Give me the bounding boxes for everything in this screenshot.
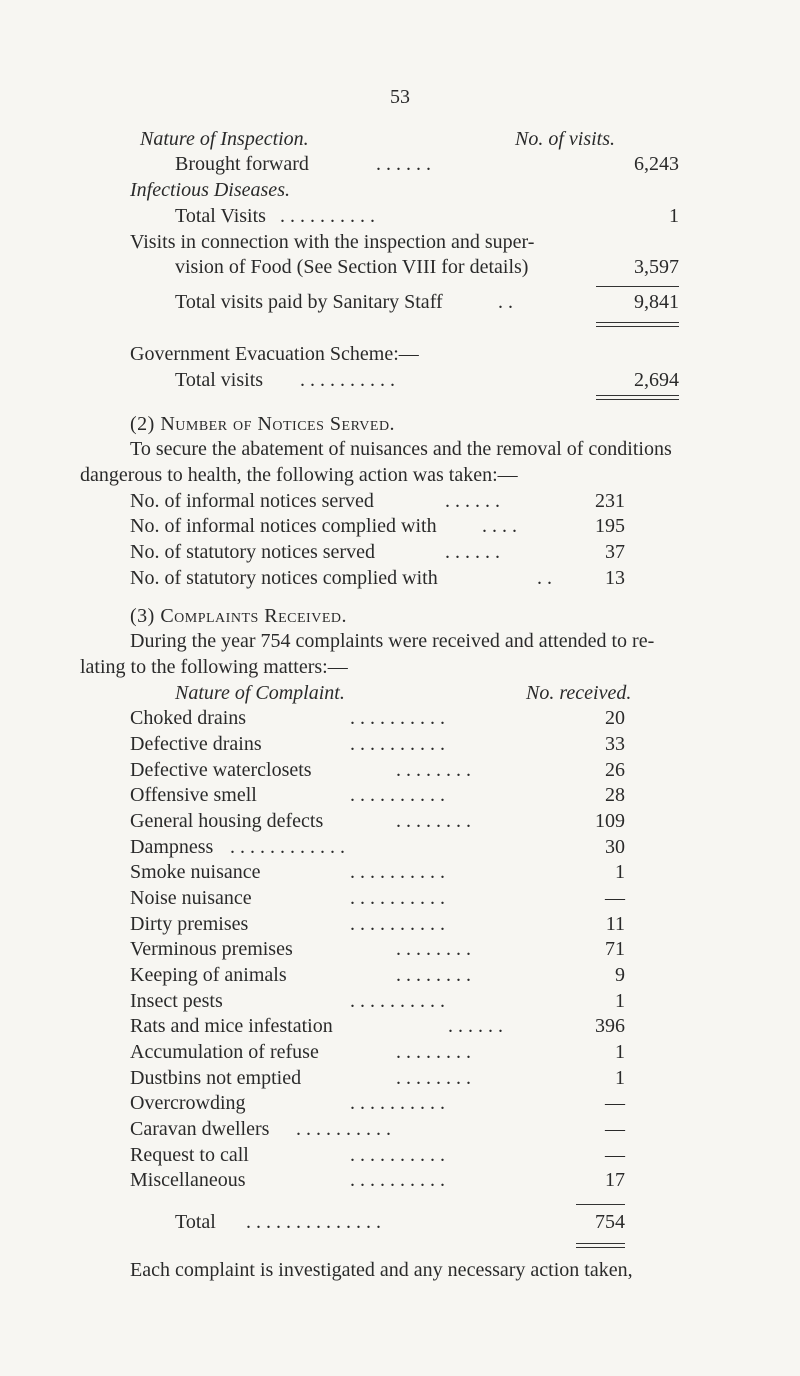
complaint-row-leader: . . . . . . . . . . xyxy=(296,1118,391,1140)
complaint-row-value: 26 xyxy=(605,759,625,781)
notice-row-leader: . . . . . . xyxy=(445,490,500,512)
complaint-row-label: Noise nuisance xyxy=(130,887,252,909)
complaints-intro-line-1: During the year 754 complaints were received and attended to re- xyxy=(130,630,655,652)
column-header-complaint: Nature of Complaint. xyxy=(175,682,345,704)
subtotal-rule xyxy=(596,286,679,287)
complaint-row-value: — xyxy=(605,1092,625,1114)
complaint-row-leader: . . . . . . . . . . xyxy=(350,1169,445,1191)
complaint-row-label: Choked drains xyxy=(130,707,247,729)
total-double-rule xyxy=(596,322,679,327)
complaint-row-label: Verminous premises xyxy=(130,938,293,960)
notices-heading: (2) Number of Notices Served. xyxy=(130,413,396,435)
notice-row-leader: . . xyxy=(537,567,552,589)
total-visits-label: Total Visits xyxy=(175,205,266,227)
complaint-row-label: Insect pests xyxy=(130,990,223,1012)
notice-row-label: No. of informal notices served xyxy=(130,490,374,512)
complaint-row-label: Dustbins not emptied xyxy=(130,1067,302,1089)
sanitary-staff-total-leader: . . xyxy=(498,291,513,313)
complaints-intro-line-2: lating to the following matters:— xyxy=(80,656,348,678)
complaint-row-leader: . . . . . . . . . . xyxy=(350,733,445,755)
notice-row-value: 231 xyxy=(595,490,625,512)
complaint-row-leader: . . . . . . . . xyxy=(396,964,471,986)
complaint-row-leader: . . . . . . . . xyxy=(396,938,471,960)
complaint-row-label: Defective waterclosets xyxy=(130,759,312,781)
evacuation-double-rule xyxy=(596,395,679,400)
notice-row-label: No. of informal notices complied with xyxy=(130,515,437,537)
complaint-row-label: Overcrowding xyxy=(130,1092,246,1114)
complaints-total-double-rule xyxy=(576,1243,625,1248)
complaint-row-value: 9 xyxy=(615,964,625,986)
complaint-row-value: 11 xyxy=(605,913,625,935)
complaint-row-leader: . . . . . . . . . . xyxy=(350,707,445,729)
complaints-total-leader: . . . . . . . . . . . . . . xyxy=(246,1211,381,1233)
notice-row-value: 13 xyxy=(605,567,625,589)
brought-forward-label: Brought forward xyxy=(175,153,309,175)
complaint-row-leader: . . . . . . . . . . xyxy=(350,1144,445,1166)
complaint-row-value: 33 xyxy=(605,733,625,755)
complaint-row-value: 396 xyxy=(595,1015,625,1037)
complaints-total-value: 754 xyxy=(595,1211,625,1233)
complaint-row-label: General housing defects xyxy=(130,810,324,832)
complaints-heading: (3) Complaints Received. xyxy=(130,605,347,627)
notice-row-value: 195 xyxy=(595,515,625,537)
brought-forward-leader: . . . . . . xyxy=(376,153,431,175)
column-header-received: No. received. xyxy=(526,682,632,704)
notice-row-leader: . . . . xyxy=(482,515,517,537)
complaint-row-value: 1 xyxy=(615,990,625,1012)
sanitary-staff-total-value: 9,841 xyxy=(634,291,679,313)
complaint-row-value: 20 xyxy=(605,707,625,729)
complaint-row-label: Caravan dwellers xyxy=(130,1118,270,1140)
notices-intro-line-2: dangerous to health, the following action was taken:— xyxy=(80,464,518,486)
food-visits-line-2: vision of Food (See Section VIII for details) xyxy=(175,256,529,278)
notice-row-leader: . . . . . . xyxy=(445,541,500,563)
complaint-row-label: Rats and mice infestation xyxy=(130,1015,333,1037)
notice-row-label: No. of statutory notices served xyxy=(130,541,375,563)
complaint-row-leader: . . . . . . . . . . xyxy=(350,887,445,909)
complaint-row-leader: . . . . . . . . . . xyxy=(350,861,445,883)
food-visits-line-1: Visits in connection with the inspection and super- xyxy=(130,231,535,253)
complaint-row-label: Offensive smell xyxy=(130,784,257,806)
complaint-row-value: 1 xyxy=(615,1041,625,1063)
sanitary-staff-total-label: Total visits paid by Sanitary Staff xyxy=(175,291,443,313)
complaint-row-leader: . . . . . . . . . . xyxy=(350,990,445,1012)
complaint-row-label: Accumulation of refuse xyxy=(130,1041,319,1063)
complaint-row-value: 28 xyxy=(605,784,625,806)
evacuation-total-label: Total visits xyxy=(175,369,264,391)
complaint-row-label: Smoke nuisance xyxy=(130,861,261,883)
evacuation-total-leader: . . . . . . . . . . xyxy=(300,369,395,391)
complaint-row-leader: . . . . . . . . xyxy=(396,1041,471,1063)
page-number: 53 xyxy=(390,86,410,108)
complaint-row-value: — xyxy=(605,887,625,909)
complaint-row-value: 1 xyxy=(615,1067,625,1089)
complaint-row-value: 17 xyxy=(605,1169,625,1191)
complaint-row-label: Request to call xyxy=(130,1144,249,1166)
complaints-total-label: Total xyxy=(175,1211,216,1233)
complaints-subtotal-rule xyxy=(576,1204,625,1205)
infectious-diseases-heading: Infectious Diseases. xyxy=(130,179,290,201)
complaint-row-leader: . . . . . . . . xyxy=(396,759,471,781)
complaint-row-value: 109 xyxy=(595,810,625,832)
complaint-row-label: Dirty premises xyxy=(130,913,249,935)
complaint-row-value: — xyxy=(605,1144,625,1166)
complaint-row-leader: . . . . . . . . . . . . xyxy=(230,836,345,858)
complaint-row-value: 30 xyxy=(605,836,625,858)
notices-intro-line-1: To secure the abatement of nuisances and the removal of conditions xyxy=(130,438,672,460)
complaint-row-leader: . . . . . . . . xyxy=(396,810,471,832)
complaint-row-leader: . . . . . . xyxy=(448,1015,503,1037)
complaint-row-label: Defective drains xyxy=(130,733,262,755)
footer-text: Each complaint is investigated and any necessary action taken, xyxy=(130,1259,633,1281)
evacuation-total-value: 2,694 xyxy=(634,369,679,391)
total-visits-leader: . . . . . . . . . . xyxy=(280,205,375,227)
complaint-row-label: Dampness xyxy=(130,836,214,858)
brought-forward-value: 6,243 xyxy=(634,153,679,175)
complaint-row-leader: . . . . . . . . xyxy=(396,1067,471,1089)
complaint-row-leader: . . . . . . . . . . xyxy=(350,784,445,806)
column-header-nature: Nature of Inspection. xyxy=(140,128,309,150)
notice-row-value: 37 xyxy=(605,541,625,563)
complaint-row-value: 1 xyxy=(615,861,625,883)
complaint-row-label: Miscellaneous xyxy=(130,1169,246,1191)
notice-row-label: No. of statutory notices complied with xyxy=(130,567,438,589)
total-visits-value: 1 xyxy=(669,205,679,227)
complaint-row-label: Keeping of animals xyxy=(130,964,287,986)
column-header-visits: No. of visits. xyxy=(515,128,616,150)
complaint-row-leader: . . . . . . . . . . xyxy=(350,913,445,935)
complaint-row-value: 71 xyxy=(605,938,625,960)
food-visits-value: 3,597 xyxy=(634,256,679,278)
complaint-row-value: — xyxy=(605,1118,625,1140)
complaint-row-leader: . . . . . . . . . . xyxy=(350,1092,445,1114)
evacuation-scheme-heading: Government Evacuation Scheme:— xyxy=(130,343,419,365)
